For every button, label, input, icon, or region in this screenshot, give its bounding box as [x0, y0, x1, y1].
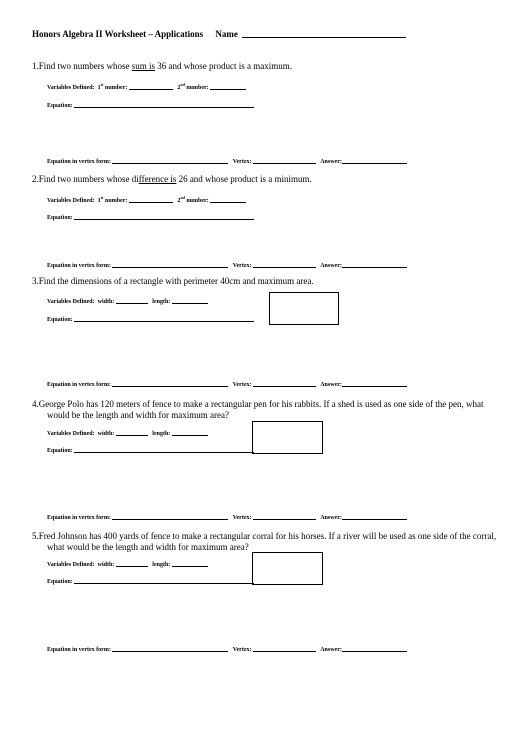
variables-row-2: Variables Defined: 1st number: 2nd number: — [47, 195, 246, 204]
equation-row-4: Equation: — [47, 446, 254, 454]
diagram-box[interactable] — [269, 292, 339, 325]
question-2: 2.Find two numbers whose difference is 26 and whose product is a minimum. — [32, 174, 312, 184]
length-field[interactable] — [172, 429, 208, 436]
vertex-form-field[interactable] — [112, 380, 228, 387]
worksheet-title: Honors Algebra II Worksheet – Applications — [32, 29, 204, 39]
answer-field[interactable] — [342, 157, 407, 164]
question-4: 4.George Polo has 120 meters of fence to make a rectangular pen for his rabbits. If a shed is used as one side of the pen, what would be the length and width for maximum area? — [32, 399, 484, 420]
vertex-form-field[interactable] — [112, 645, 228, 652]
width-field[interactable] — [116, 297, 148, 304]
second-number-field[interactable] — [210, 196, 246, 203]
second-number-field[interactable] — [210, 83, 246, 90]
length-field[interactable] — [172, 560, 208, 567]
worksheet-header — [32, 28, 406, 39]
name-label: Name — [215, 29, 238, 39]
vertex-row-2: Equation in vertex form: Vertex: Answer: — [47, 261, 407, 269]
vertex-field[interactable] — [253, 157, 316, 164]
vertex-row-1: Equation in vertex form: Vertex: Answer: — [47, 157, 407, 165]
vertex-field[interactable] — [253, 513, 316, 520]
vertex-row-5: Equation in vertex form: Vertex: Answer: — [47, 645, 407, 653]
answer-field[interactable] — [342, 261, 407, 268]
length-field[interactable] — [172, 297, 208, 304]
question-3: 3.Find the dimensions of a rectangle with perimeter 40cm and maximum area. — [32, 276, 314, 286]
equation-row-1: Equation: — [47, 101, 254, 109]
answer-field[interactable] — [342, 645, 407, 652]
vertex-row-4: Equation in vertex form: Vertex: Answer: — [47, 513, 407, 521]
variables-row-3: Variables Defined: width: length: — [47, 297, 208, 305]
vertex-form-field[interactable] — [112, 157, 228, 164]
equation-field[interactable] — [74, 446, 254, 453]
equation-field[interactable] — [74, 101, 254, 108]
first-number-field[interactable] — [129, 196, 173, 203]
answer-field[interactable] — [342, 380, 407, 387]
equation-field[interactable] — [74, 577, 254, 584]
vertex-field[interactable] — [253, 261, 316, 268]
question-5: 5.Fred Johnson has 400 yards of fence to make a rectangular corral for his horses. If a river will be used as one side of the corral, what would be the length and width for maximum area? — [32, 531, 497, 552]
question-1: 1.Find two numbers whose sum is 36 and whose product is a maximum. — [32, 61, 292, 71]
vertex-form-field[interactable] — [112, 513, 228, 520]
equation-row-3: Equation: — [47, 315, 254, 323]
equation-row-5: Equation: — [47, 577, 254, 585]
vertex-row-3: Equation in vertex form: Vertex: Answer: — [47, 380, 407, 388]
vertex-field[interactable] — [253, 645, 316, 652]
width-field[interactable] — [116, 560, 148, 567]
variables-row-1: Variables Defined: 1st number: 2nd number: — [47, 82, 246, 91]
variables-row-4: Variables Defined: width: length: — [47, 429, 208, 437]
diagram-box[interactable] — [252, 552, 323, 585]
equation-field[interactable] — [74, 213, 254, 220]
vertex-field[interactable] — [253, 380, 316, 387]
equation-row-2: Equation: — [47, 213, 254, 221]
name-field[interactable] — [242, 28, 406, 38]
variables-row-5: Variables Defined: width: length: — [47, 560, 208, 568]
width-field[interactable] — [116, 429, 148, 436]
diagram-box[interactable] — [252, 421, 323, 454]
answer-field[interactable] — [342, 513, 407, 520]
first-number-field[interactable] — [129, 83, 173, 90]
vertex-form-field[interactable] — [112, 261, 228, 268]
equation-field[interactable] — [74, 315, 254, 322]
